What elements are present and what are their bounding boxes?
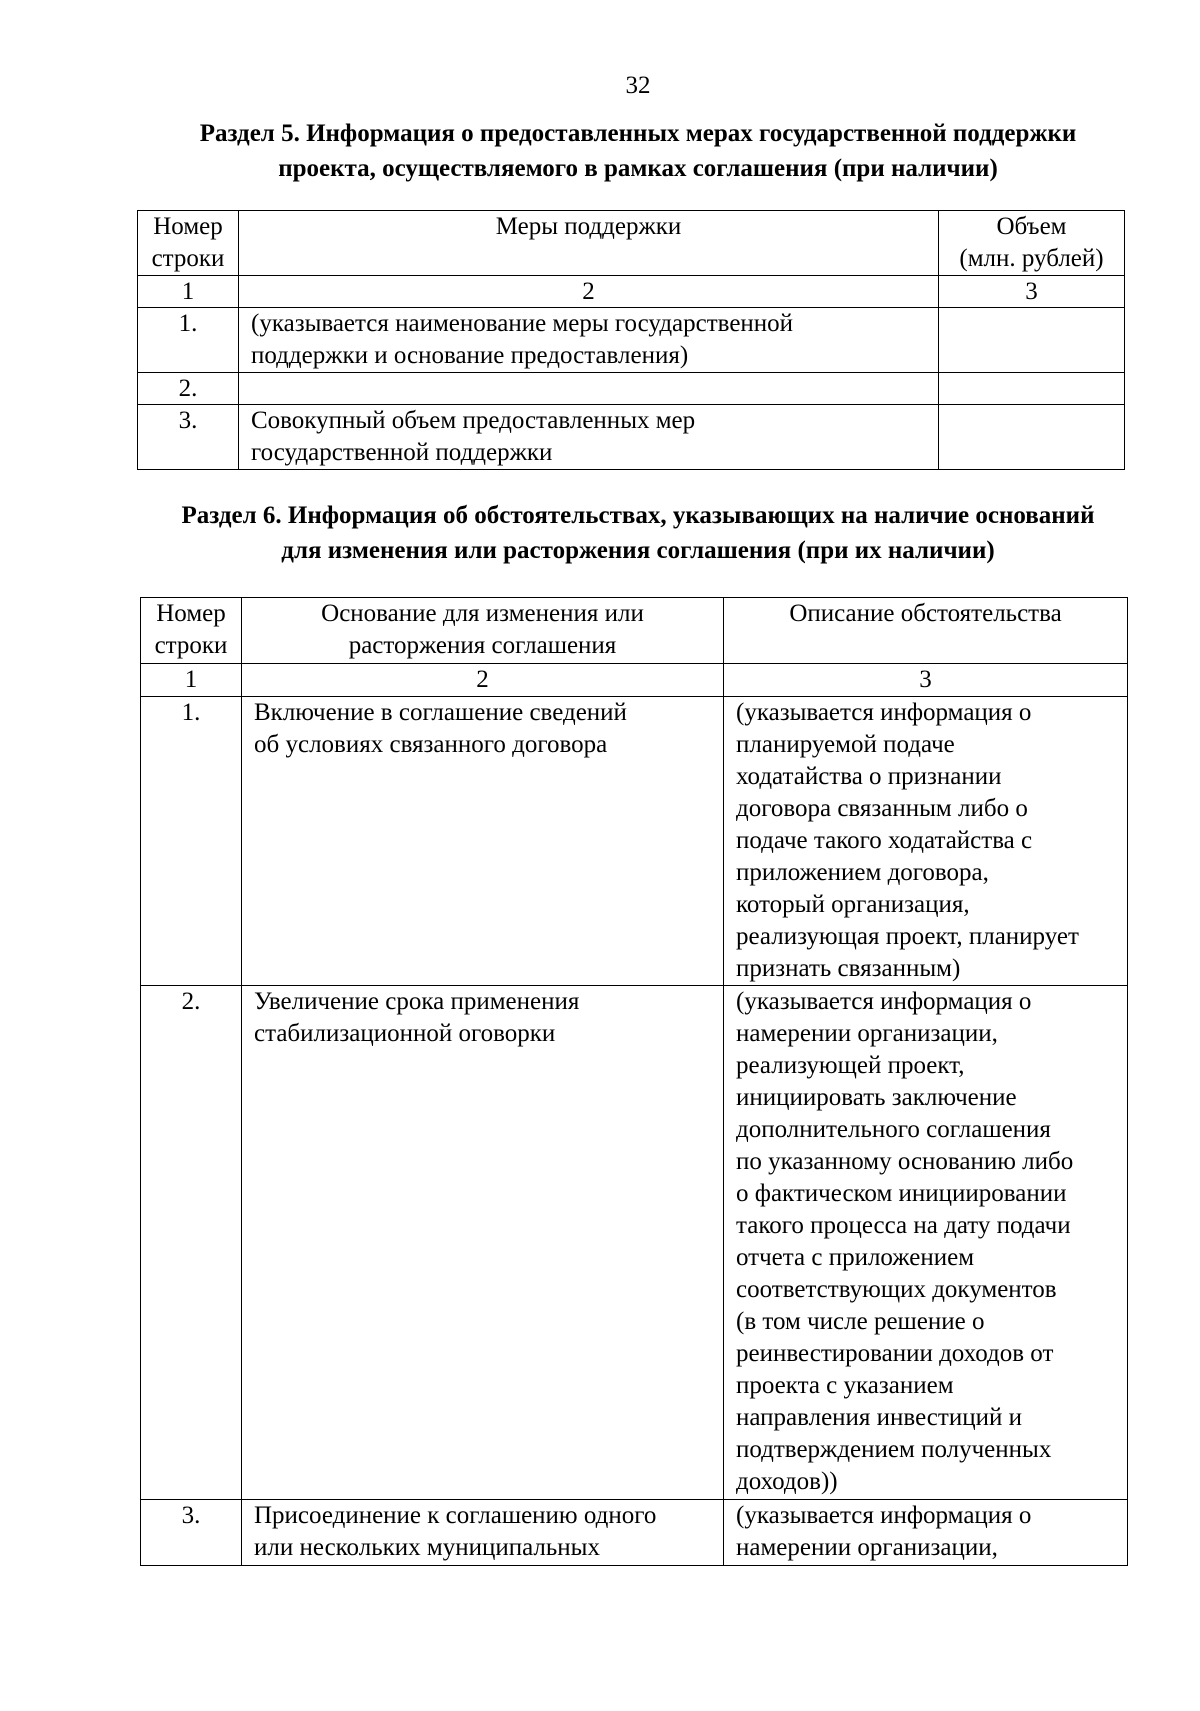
row-number: 2.	[138, 373, 239, 405]
row-number: 2.	[141, 986, 242, 1500]
section6-title-line2: для изменения или расторжения соглашения (при их наличии)	[281, 537, 995, 564]
column-number: 3	[724, 664, 1128, 697]
table-header-row	[138, 211, 1125, 276]
table-row	[141, 1500, 1128, 1566]
support-measure-cell: (указывается наименование меры государственной поддержки и основание предоставления)	[239, 308, 939, 373]
row-number: 1.	[141, 697, 242, 986]
volume-cell	[939, 373, 1125, 405]
section5-title-line2: проекта, осуществляемого в рамках соглашения (при наличии)	[278, 155, 998, 182]
support-measure-cell: Совокупный объем предоставленных мер государственной поддержки	[239, 405, 939, 470]
table-row	[141, 697, 1128, 986]
row-number: 3.	[141, 1500, 242, 1566]
page-number: 32	[625, 72, 651, 99]
column-number: 2	[242, 664, 724, 697]
column-numbering-row	[141, 664, 1128, 697]
column-number: 2	[239, 276, 939, 308]
table-header-row	[141, 598, 1128, 664]
header-support-measures: Меры поддержки	[239, 211, 939, 276]
section5-table	[137, 210, 1125, 470]
section6-title-line1: Раздел 6. Информация об обстоятельствах, указывающих на наличие оснований	[181, 502, 1095, 529]
row-number: 1.	[138, 308, 239, 373]
volume-cell	[939, 405, 1125, 470]
section6-table	[140, 597, 1128, 1566]
description-cell: (указывается информация о намерении организации, реализующей проект, инициировать заключение дополнительного соглашения по указанному основанию либо о фактическом инициировании такого процесса на дату подачи отчета с приложением соответствующих документов (в том числе решение о реинвестировании доходов от проекта с указанием направления инвестиций и подтверждением полученных доходов))	[724, 986, 1128, 1500]
basis-cell: Присоединение к соглашению одного или нескольких муниципальных	[242, 1500, 724, 1566]
section5-title	[0, 116, 1200, 186]
header-row-number: Номер строки	[138, 211, 239, 276]
volume-cell	[939, 308, 1125, 373]
section6-title	[0, 498, 1200, 568]
column-number: 1	[141, 664, 242, 697]
section5-title-line1: Раздел 5. Информация о предоставленных мерах государственной поддержки	[199, 120, 1077, 147]
table-row	[138, 405, 1125, 470]
basis-cell: Включение в соглашение сведений об условиях связанного договора	[242, 697, 724, 986]
support-measure-cell	[239, 373, 939, 405]
header-volume: Объем (млн. рублей)	[939, 211, 1125, 276]
basis-cell: Увеличение срока применения стабилизационной оговорки	[242, 986, 724, 1500]
table-row	[138, 308, 1125, 373]
header-basis: Основание для изменения или расторжения соглашения	[242, 598, 724, 664]
column-number: 3	[939, 276, 1125, 308]
header-row-number: Номер строки	[141, 598, 242, 664]
header-description: Описание обстоятельства	[724, 598, 1128, 664]
column-numbering-row	[138, 276, 1125, 308]
column-number: 1	[138, 276, 239, 308]
table-row	[141, 986, 1128, 1500]
description-cell: (указывается информация о планируемой подаче ходатайства о признании договора связанным либо о подаче такого ходатайства с приложением договора, который организация, реализующая проект, планирует признать связанным)	[724, 697, 1128, 986]
table-row	[138, 373, 1125, 405]
description-cell: (указывается информация о намерении организации,	[724, 1500, 1128, 1566]
row-number: 3.	[138, 405, 239, 470]
